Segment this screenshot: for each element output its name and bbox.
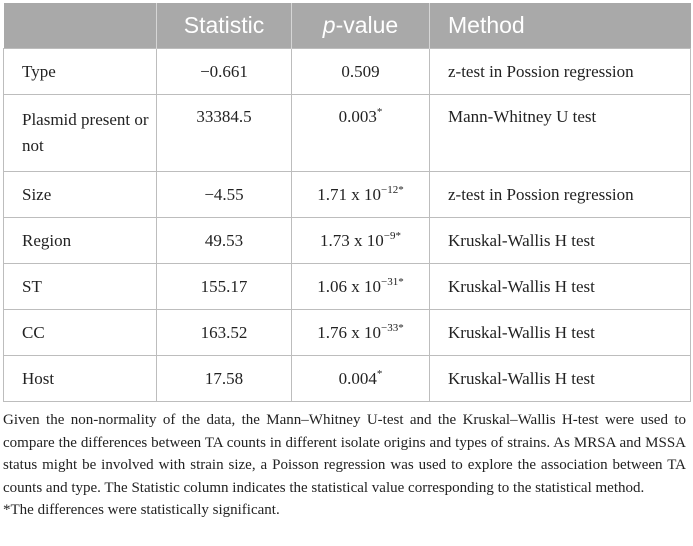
row-name: Host (4, 356, 157, 402)
row-method: Kruskal-Wallis H test (430, 310, 691, 356)
table-row (4, 310, 691, 356)
row-method: Kruskal-Wallis H test (430, 356, 691, 402)
table-row (4, 95, 691, 172)
p-significance-mark: * (376, 106, 383, 118)
row-name: Type (4, 49, 157, 95)
header-method: Method (430, 3, 691, 49)
row-statistic: −0.661 (157, 49, 292, 95)
p-base: 1.71 x 10 (317, 184, 382, 204)
row-p-value (292, 218, 430, 264)
header-statistic: Statistic (157, 3, 292, 49)
row-name: Size (4, 172, 157, 218)
row-method: Kruskal-Wallis H test (430, 264, 691, 310)
p-base: 0.004 (338, 368, 377, 388)
p-base: 1.73 x 10 (320, 230, 384, 250)
header-p-value (292, 3, 430, 49)
table-footnote (3, 409, 686, 522)
row-p-value (292, 49, 430, 95)
p-significance-mark: * (376, 367, 383, 380)
p-base: 1.76 x 10 (317, 322, 382, 342)
row-method: z-test in Possion regression (430, 172, 691, 218)
header-variable (4, 3, 157, 49)
row-name: Plasmid present or not (4, 95, 157, 172)
row-name: ST (4, 264, 157, 310)
row-p-value (292, 310, 430, 356)
header-p-letter: p (322, 12, 336, 38)
row-method: z-test in Possion regression (430, 49, 691, 95)
p-exponent: −31 (381, 275, 399, 288)
row-name: Region (4, 218, 157, 264)
row-statistic: 33384.5 (157, 95, 292, 172)
row-statistic: 163.52 (157, 310, 292, 356)
row-p-value (292, 264, 430, 310)
table-row (4, 172, 691, 218)
p-significance-mark: * (395, 229, 401, 242)
p-base: 0.509 (341, 61, 380, 81)
p-base: 1.06 x 10 (317, 276, 382, 296)
row-name: CC (4, 310, 157, 356)
row-statistic: −4.55 (157, 172, 292, 218)
p-base: 0.003 (338, 107, 377, 126)
row-statistic: 49.53 (157, 218, 292, 264)
row-statistic: 17.58 (157, 356, 292, 402)
header-row (4, 3, 691, 49)
row-p-value (292, 95, 430, 172)
table-row (4, 218, 691, 264)
row-statistic: 155.17 (157, 264, 292, 310)
row-p-value (292, 356, 430, 402)
row-method: Kruskal-Wallis H test (430, 218, 691, 264)
p-exponent: −12 (381, 183, 399, 196)
p-significance-mark: * (398, 183, 404, 196)
p-significance-mark: * (398, 275, 404, 288)
footnote-significance: *The differences were statistically significant. (3, 502, 280, 518)
header-p-suffix: -value (335, 12, 399, 38)
table-row (4, 356, 691, 402)
p-exponent: −33 (381, 321, 399, 334)
table-row (4, 49, 691, 95)
table-row (4, 264, 691, 310)
row-p-value (292, 172, 430, 218)
table-figure (3, 3, 690, 522)
statistics-table (3, 3, 691, 402)
footnote-paragraph: Given the non-normality of the data, the Mann–Whitney U-test and the Kruskal–Wallis H-test were used to compare the differences between TA counts in different isolate origins and types of strains. As MRSA and MSSA status might be involved with strain size, a Poisson regression was used to explore the association between TA counts and type. The Statistic column indicates the statistical value corresponding to the statistical method. (3, 412, 686, 496)
p-exponent: −9 (383, 229, 396, 242)
row-method: Mann-Whitney U test (430, 95, 691, 172)
p-significance-mark: * (398, 321, 404, 334)
